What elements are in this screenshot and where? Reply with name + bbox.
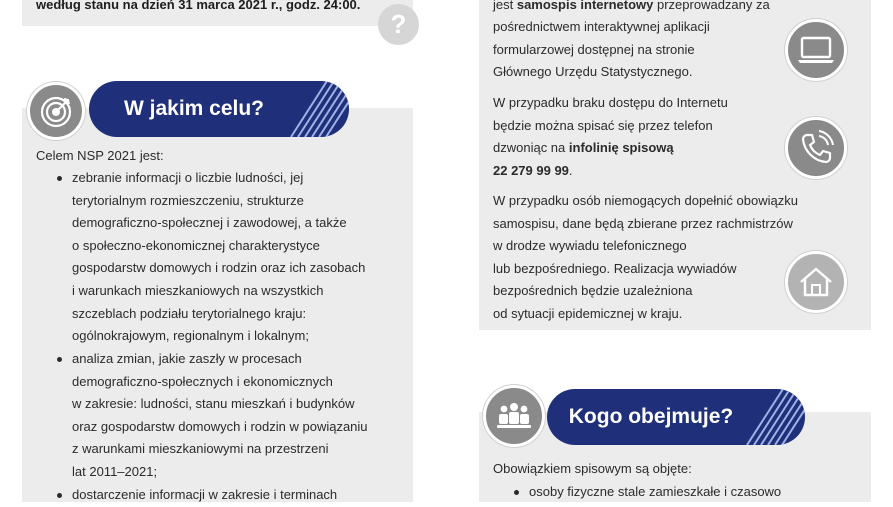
hotline-phone-number: 22 279 99 99 (493, 163, 569, 178)
bullet-2-line: lat 2011–2021; (72, 464, 158, 479)
bullet-2-line: w zakresie: ludności, stanu mieszkań i budynków (72, 396, 355, 411)
bullet-1-line: szczeblach podziału terytorialnego kraju: (72, 306, 307, 321)
laptop-icon (788, 22, 844, 78)
paragraph-line: formularzowej dostępnej na stronie (493, 42, 695, 57)
question-icon (378, 4, 419, 45)
bullet-marker (57, 357, 62, 362)
paragraph-line: lub bezpośredniego. Realizacja wywiadów (493, 261, 737, 276)
paragraph-line: w drodze wywiadu telefonicznego (493, 238, 687, 253)
bullet-marker (514, 490, 519, 495)
bullet-3-line: dostarczenie informacji w zakresie i terminach (72, 487, 338, 502)
paragraph-line: bezpośrednich będzie uzależniona (493, 283, 693, 298)
bullet-1-line: ogólnokrajowym, regionalnym i lokalnym; (72, 328, 309, 343)
bullet-marker (57, 493, 62, 498)
bullet-1-line: terytorialnym rozmieszczeniu, strukturze (72, 193, 304, 208)
house-icon (788, 254, 844, 310)
text-fragment: przeprowadzany za (653, 0, 770, 12)
online-selfcensus-line (493, 0, 770, 17)
stripe-decoration (735, 389, 805, 445)
paragraph-line: pośrednictwem interaktywnej aplikacji (493, 19, 710, 34)
bullet-1-line: gospodarstw domowych i rodzin oraz ich zasobach (72, 260, 366, 275)
highlight-self-census: samospis internetowy (516, 0, 654, 12)
scope-intro: Obowiązkiem spisowym są objęte: (493, 461, 692, 476)
phone-icon (788, 120, 844, 176)
bullet-1-line: demograficzno-społecznej i zawodowej, a także (72, 215, 347, 230)
section-title-scope: Kogo obejmuje? (568, 405, 734, 428)
census-date-line: według stanu na dzień 31 marca 2021 r., godz. 24:00. (36, 0, 361, 12)
hotline-line (493, 137, 674, 160)
highlight-hotline: infolinię spisową (568, 140, 674, 155)
stripe-decoration (279, 81, 349, 137)
bullet-1-line: zebranie informacji o liczbie ludności, jej (72, 170, 304, 185)
svg-text:?: ? (390, 9, 407, 39)
section-title-pill-purpose (89, 81, 349, 137)
group-icon (486, 388, 542, 444)
bullet-1-line: i warunkach mieszkaniowych na wszystkich (72, 283, 324, 298)
text-fragment: jest (493, 0, 517, 12)
paragraph-line: będzie można spisać się przez telefon (493, 118, 713, 133)
phone-icon-circle (785, 117, 847, 179)
target-icon (30, 85, 82, 137)
scope-bullet-line: osoby fizyczne stale zamieszkałe i czasowo (529, 484, 782, 499)
bullet-2-line: demograficzno-społecznych i ekonomicznych (72, 374, 333, 389)
bullet-2-line: analiza zmian, jakie zaszły w procesach (72, 351, 302, 366)
paragraph-line: W przypadku braku dostępu do Internetu (493, 95, 728, 110)
section-title-pill-scope (547, 389, 805, 445)
bullet-1-line: o społeczno-ekonomicznej charakterystyce (72, 238, 320, 253)
paragraph-line: od sytuacji epidemicznej w kraju. (493, 306, 683, 321)
section-title-purpose: W jakim celu? (123, 97, 265, 120)
bullet-2-line: oraz gospodarstw domowych i rodzin w powiązaniu (72, 419, 368, 434)
text-fragment: . (568, 163, 573, 178)
hotline-number-line (493, 160, 573, 183)
bullet-2-line: z warunkami mieszkaniowymi na przestrzeni (72, 441, 329, 456)
paragraph-line: Głównego Urzędu Statystycznego. (493, 64, 693, 79)
house-icon-circle (785, 251, 847, 313)
group-icon-circle (483, 385, 545, 447)
bullet-marker (57, 176, 62, 181)
text-fragment: dzwoniąc na (493, 140, 569, 155)
purpose-intro: Celem NSP 2021 jest: (36, 148, 164, 163)
laptop-icon-circle (785, 19, 847, 81)
paragraph-line: W przypadku osób niemogących dopełnić obowiązku (493, 193, 798, 208)
target-icon-circle (27, 82, 85, 140)
paragraph-line: samospisu, dane będą zbierane przez rachmistrzów (493, 216, 793, 231)
